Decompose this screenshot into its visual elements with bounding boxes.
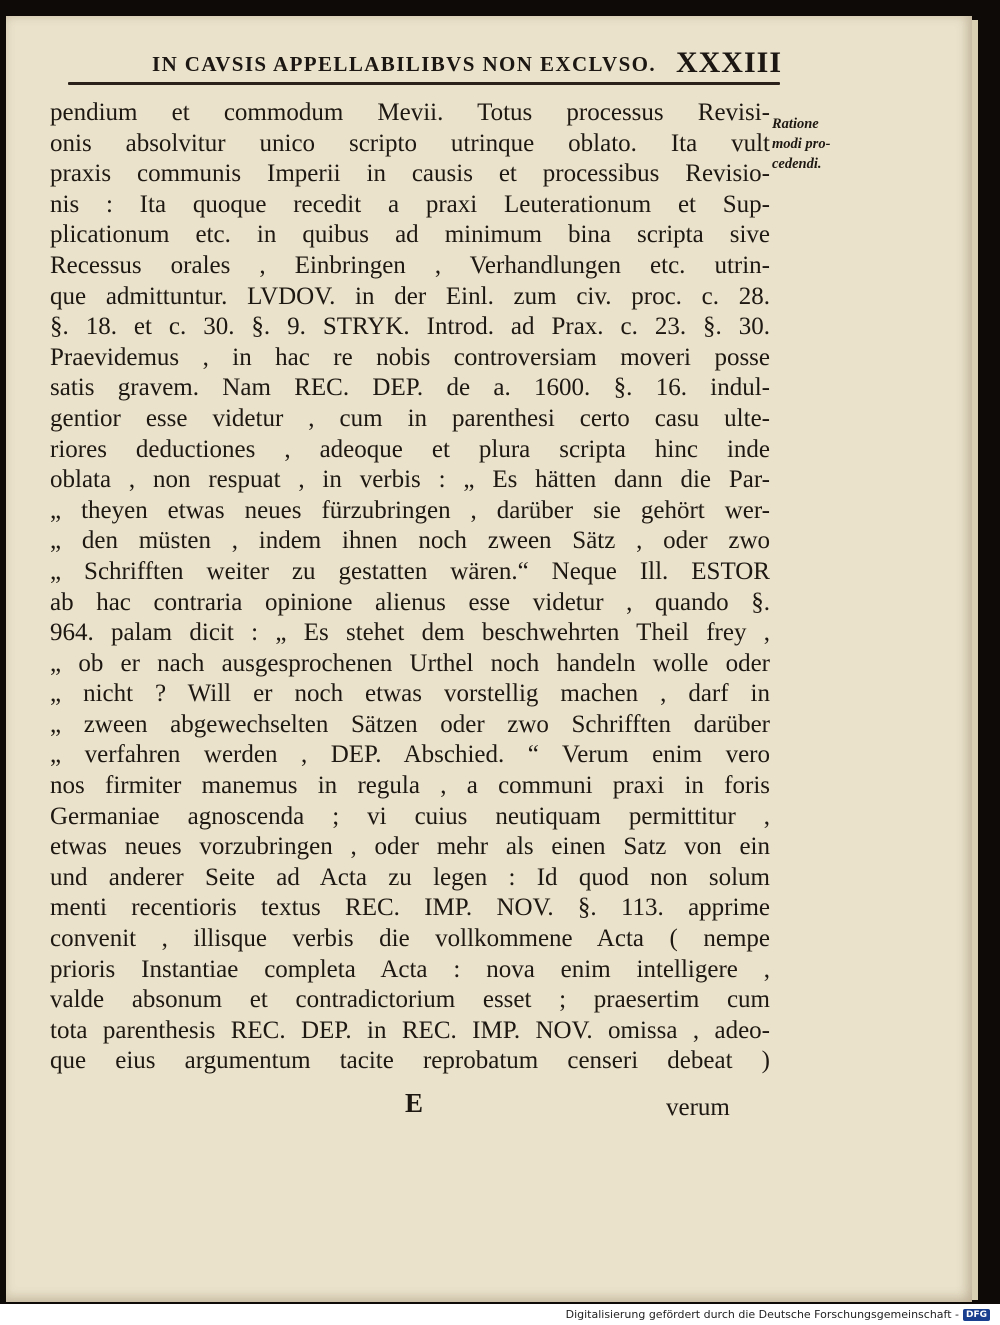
page-header: [152, 46, 782, 82]
text-line: nis : Ita quoque recedit a praxi Leuterationum et Sup-: [50, 190, 770, 218]
text-line: praxis communis Imperii in causis et processibus Revisio-: [50, 160, 770, 188]
text-line: „ den müsten , indem ihnen noch zween Sätz , oder zwo: [50, 527, 770, 555]
page-edge: [972, 20, 978, 1300]
text-line: Praevidemus , in hac re nobis controversiam moveri posse: [50, 343, 770, 371]
text-line: que eius argumentum tacite reprobatum censeri debeat ): [50, 1047, 770, 1075]
text-line: menti recentioris textus REC. IMP. NOV. §. 113. apprime: [50, 894, 770, 922]
text-line: convenit , illisque verbis die vollkommene Acta ( nempe: [50, 925, 770, 953]
text-line: tota parenthesis REC. DEP. in REC. IMP. NOV. omissa , adeo-: [50, 1016, 770, 1044]
text-line: „ verfahren werden , DEP. Abschied. “ Verum enim vero: [50, 741, 770, 769]
text-line: ab hac contraria opinione alienus esse videtur , quando §.: [50, 588, 770, 616]
catchword: verum: [666, 1094, 730, 1121]
text-line: valde absonum et contradictorium esset ; praesertim cum: [50, 986, 770, 1014]
text-line: satis gravem. Nam REC. DEP. de a. 1600. §. 16. indul-: [50, 374, 770, 402]
marginal-note-line: modi pro-: [772, 136, 831, 152]
signature-mark: E: [405, 1088, 424, 1118]
text-line: plicationum etc. in quibus ad minimum bina scripta sive: [50, 221, 770, 249]
body-text: [50, 98, 770, 1077]
text-line: que admittuntur. LVDOV. in der Einl. zum civ. proc. c. 28.: [50, 282, 770, 310]
text-line: 964. palam dicit : „ Es stehet dem beschwehrten Theil frey ,: [50, 619, 770, 647]
text-line: Germaniae agnoscenda ; vi cuius neutiquam permittitur ,: [50, 802, 770, 830]
text-line: Recessus orales , Einbringen , Verhandlungen etc. utrin-: [50, 251, 770, 279]
text-line: gentior esse videtur , cum in parenthesi certo casu ulte-: [50, 404, 770, 432]
running-head: IN CAVSIS APPELLABILIBVS NON EXCLVSO.: [152, 52, 657, 76]
text-line: prioris Instantiae completa Acta : nova enim intelligere ,: [50, 955, 770, 983]
text-line: „ zween abgewechselten Sätzen oder zwo Schrifften darüber: [50, 710, 770, 738]
marginal-note: [772, 114, 868, 174]
dfg-logo-icon: DFG: [963, 1309, 990, 1321]
text-line: „ theyen etwas neues fürzubringen , darüber sie gehört wer-: [50, 496, 770, 524]
text-line: „ nicht ? Will er noch etwas vorstellig machen , darf in: [50, 680, 770, 708]
text-line: „ ob er nach ausgesprochenen Urthel noch handeln wolle oder: [50, 649, 770, 677]
marginal-note-line: cedendi.: [772, 156, 822, 172]
text-line: onis absolvitur unico scripto utrinque oblato. Ita vult: [50, 129, 770, 157]
footer-credit: [566, 1308, 990, 1321]
text-line: pendium et commodum Mevii. Totus processus Revisi-: [50, 99, 770, 126]
text-line: riores deductiones , adeoque et plura scripta hinc inde: [50, 435, 770, 463]
header-rule: [68, 82, 780, 85]
text-line: oblata , non respuat , in verbis : „ Es hätten dann die Par-: [50, 466, 770, 494]
text-line: §. 18. et c. 30. §. 9. STRYK. Introd. ad Prax. c. 23. §. 30.: [50, 313, 770, 341]
text-line: etwas neues vorzubringen , oder mehr als einen Satz von ein: [50, 833, 770, 861]
text-line: nos firmiter manemus in regula , a communi praxi in foris: [50, 772, 770, 800]
footer-text: Digitalisierung gefördert durch die Deutsche Forschungsgemeinschaft -: [565, 1308, 959, 1321]
page-number: XXXIII: [675, 46, 782, 79]
marginal-note-line: Ratione: [772, 116, 819, 132]
text-line: „ Schrifften weiter zu gestatten wären.“ Neque Ill. ESTOR: [50, 557, 770, 585]
text-line: und anderer Seite ad Acta zu legen : Id quod non solum: [50, 863, 770, 891]
